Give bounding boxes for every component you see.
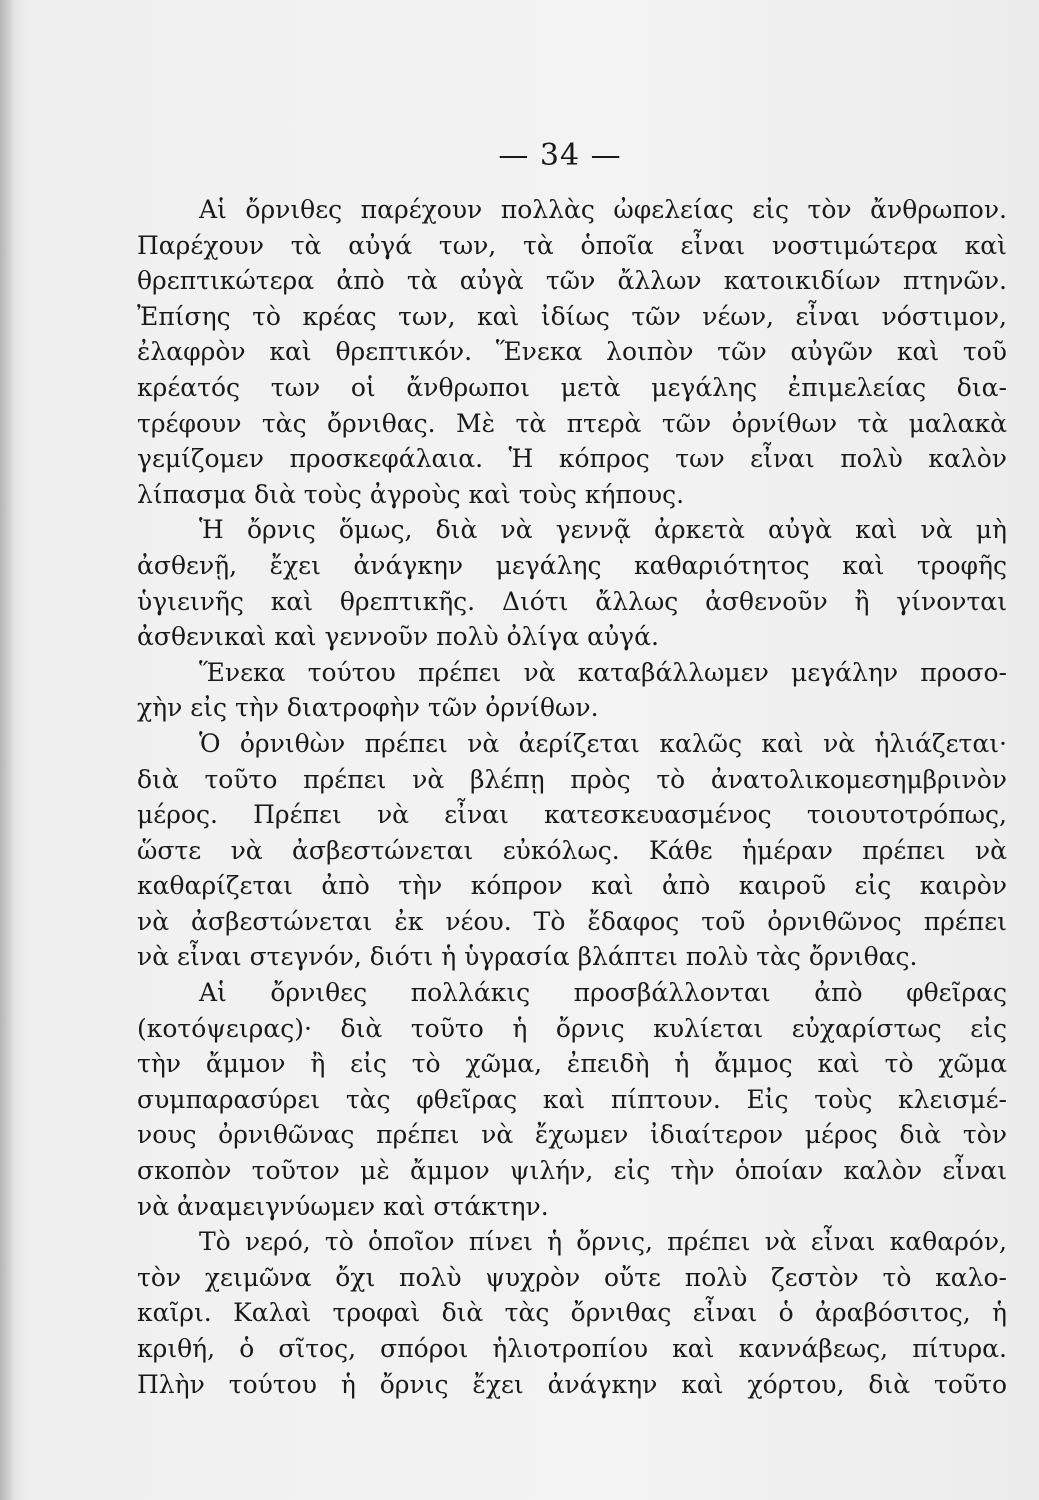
text-line: Παρέχουν τὰ αὐγά των, τὰ ὁποῖα εἶναι νοστιμώτερα καὶ — [137, 230, 1007, 260]
text-line: τρέφουν τὰς ὄρνιθας. Μὲ τὰ πτερὰ τῶν ὀρνίθων τὰ μαλακὰ — [137, 408, 1007, 438]
text-line: χὴν εἰς τὴν διατροφὴν τῶν ὀρνίθων. — [137, 693, 599, 723]
text-line: λίπασμα διὰ τοὺς ἀγροὺς καὶ τοὺς κήπους. — [137, 479, 685, 509]
text-line: (κοτόψειρας)· διὰ τοῦτο ἡ ὄρνις κυλίεται εὐχαρίστως εἰς — [137, 1013, 1007, 1043]
text-line: κριθή, ὁ σῖτος, σπόροι ἡλιοτροπίου καὶ καννάβεως, πίτυρα. — [137, 1334, 1007, 1363]
text-line: Ἐπίσης τὸ κρέας των, καὶ ἰδίως τῶν νέων, εἶναι νόστιμον, — [137, 301, 1007, 331]
text-line: Ἕνεκα τούτου πρέπει νὰ καταβάλλωμεν μεγάλην προσο- — [199, 657, 1007, 687]
text-line: μέρος. Πρέπει νὰ εἶναι κατεσκευασμένος τοιουτοτρόπως, — [137, 800, 1007, 830]
text-line: θρεπτικώτερα ἀπὸ τὰ αὐγὰ τῶν ἄλλων κατοικιδίων πτηνῶν. — [137, 266, 1007, 296]
text-line: καθαρίζεται ἀπὸ τὴν κόπρον καὶ ἀπὸ καιροῦ εἰς καιρὸν — [137, 871, 1007, 901]
text-line: ὑγιεινῆς καὶ θρεπτικῆς. Διότι ἄλλως ἀσθενοῦν ἢ γίνονται — [137, 586, 1007, 616]
text-line: σκοπὸν τοῦτον μὲ ἄμμον ψιλήν, εἰς τὴν ὁποίαν καλὸν εἶναι — [137, 1156, 1007, 1186]
text-line: νους ὀρνιθῶνας πρέπει νὰ ἔχωμεν ἰδιαίτερον μέρος διὰ τὸν — [137, 1120, 1007, 1150]
text-line: διὰ τοῦτο πρέπει νὰ βλέπῃ πρὸς τὸ ἀνατολικομεσημβρινὸν — [137, 764, 1007, 794]
text-line: ἀσθενικαὶ καὶ γεννοῦν πολὺ ὀλίγα αὐγά. — [137, 622, 659, 652]
text-line: Ὁ ὀρνιθὼν πρέπει νὰ ἀερίζεται καλῶς καὶ νὰ ἡλιάζεται· — [199, 728, 1007, 758]
text-line: Αἱ ὄρνιθες πολλάκις προσβάλλονται ἀπὸ φθεῖρας — [199, 978, 1007, 1008]
text-line: τὸν χειμῶνα ὄχι πολὺ ψυχρὸν οὔτε πολὺ ζεστὸν τὸ καλο- — [137, 1262, 1007, 1292]
text-line: Τὸ νερό, τὸ ὁποῖον πίνει ἡ ὄρνις, πρέπει νὰ εἶναι καθαρόν, — [199, 1227, 1007, 1257]
text-line: Ἡ ὄρνις ὅμως, διὰ νὰ γεννᾷ ἀρκετὰ αὐγὰ καὶ νὰ μὴ — [199, 515, 1007, 545]
text-line: ἀσθενῇ, ἔχει ἀνάγκην μεγάλης καθαριότητος καὶ τροφῆς — [137, 550, 1007, 580]
text-line: γεμίζομεν προσκεφάλαια. Ἡ κόπρος των εἶναι πολὺ καλὸν — [137, 444, 1007, 474]
text-line: τὴν ἄμμον ἢ εἰς τὸ χῶμα, ἐπειδὴ ἡ ἄμμος καὶ τὸ χῶμα — [137, 1049, 1007, 1079]
text-line: ἐλαφρὸν καὶ θρεπτικόν. Ἕνεκα λοιπὸν τῶν αὐγῶν καὶ τοῦ — [137, 337, 1007, 367]
text-line: νὰ εἶναι στεγνόν, διότι ἡ ὑγρασία βλάπτει πολὺ τὰς ὄρνιθας. — [137, 942, 918, 972]
text-line: καῖρι. Καλαὶ τροφαὶ διὰ τὰς ὄρνιθας εἶναι ὁ ἀραβόσιτος, ἡ — [137, 1298, 1007, 1328]
text-line: ὥστε νὰ ἀσβεστώνεται εὐκόλως. Κάθε ἡμέραν πρέπει νὰ — [137, 835, 1007, 865]
page-number: — 34 — — [498, 138, 622, 173]
text-line: νὰ ἀσβεστώνεται ἐκ νέου. Τὸ ἔδαφος τοῦ ὀρνιθῶνος πρέπει — [137, 906, 1007, 936]
text-line: κρέατός των οἱ ἄνθρωποι μετὰ μεγάλης ἐπιμελείας δια- — [137, 372, 1007, 402]
body-text — [137, 192, 1007, 1402]
text-line: συμπαρασύρει τὰς φθεῖρας καὶ πίπτουν. Εἰς τοὺς κλεισμέ- — [137, 1084, 1007, 1114]
binding-shadow — [0, 0, 14, 1500]
text-line: Αἱ ὄρνιθες παρέχουν πολλὰς ὠφελείας εἰς τὸν ἄνθρωπον. — [199, 195, 1007, 224]
text-line: Πλὴν τούτου ἡ ὄρνις ἔχει ἀνάγκην καὶ χόρτου, διὰ τοῦτο — [137, 1369, 1007, 1399]
text-line: νὰ ἀναμειγνύωμεν καὶ στάκτην. — [137, 1191, 549, 1221]
